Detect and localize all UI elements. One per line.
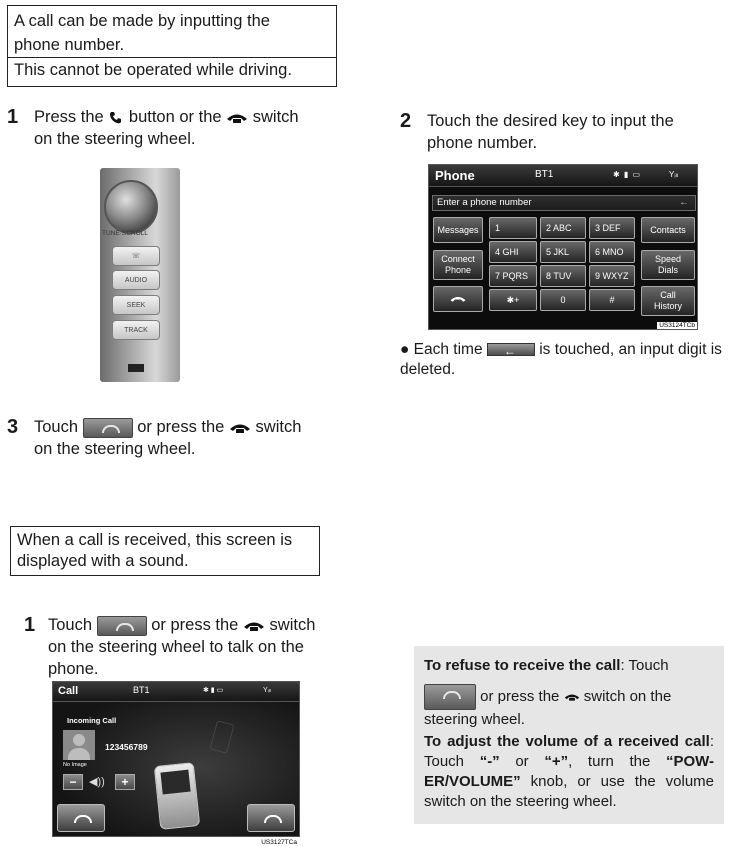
tune-scroll-knob — [104, 180, 158, 234]
phone-number-placeholder: Enter a phone number — [437, 197, 532, 208]
answer-button-icon — [97, 616, 147, 636]
caller-avatar-icon — [63, 730, 95, 760]
step-2-line-2: phone number. — [427, 134, 538, 152]
call-figure-code: US3127TCa — [261, 839, 297, 846]
step-3 — [7, 416, 337, 460]
step-receive-1-number: 1 — [24, 614, 36, 636]
steering-phone-switch-icon — [229, 422, 251, 434]
phone-screen-title: Phone — [435, 168, 475, 183]
received-line-1: When a call is received, this screen is — [17, 531, 293, 549]
call-button-icon — [83, 418, 133, 438]
intro-line-1: A call can be made by inputting the — [14, 12, 270, 30]
intro-note-box — [7, 5, 337, 87]
battery-status-icon: ✱ ▮ ▭ — [613, 170, 642, 179]
step-1-text-d: on the steering wheel. — [34, 130, 196, 148]
step-1-text-a: Press the — [34, 108, 104, 126]
phone-number-field[interactable] — [432, 195, 696, 211]
step-2-line-1: Touch the desired key to input the — [427, 112, 674, 130]
tune-scroll-label: TUNE·SCROLL — [102, 230, 148, 237]
figure-code: US3124TCb — [659, 322, 695, 329]
step-3-text-d: on the steering wheel. — [34, 440, 196, 458]
connect-phone-button[interactable]: Connect Phone — [433, 250, 483, 280]
step-3-text-a: Touch — [34, 418, 79, 436]
call-screen-title: Call — [58, 685, 79, 697]
photo-audio-button: AUDIO — [112, 270, 160, 290]
ghost-phone-icon — [209, 720, 234, 754]
step-3-text-c: switch — [255, 418, 302, 436]
back-arrow-button-icon — [487, 343, 535, 356]
steering-phone-switch-icon — [564, 691, 580, 703]
phone-input-screen — [428, 164, 698, 330]
key-7[interactable]: 7 PQRS — [489, 265, 537, 287]
no-image-label: No Image — [63, 762, 87, 768]
bluetooth-device-label: BT1 — [535, 169, 554, 180]
signal-strength-icon: Yᵢₗₗ — [669, 170, 679, 179]
volume-text-c: knob, or use the volume switch on the steering wheel. — [424, 773, 714, 810]
step-3-text-b: or press the — [137, 418, 225, 436]
volume-text-a: : Touch — [424, 733, 714, 770]
key-3[interactable]: 3 DEF — [589, 217, 635, 239]
intro-line-2: phone number. — [14, 36, 125, 54]
step-receive-1-text-a: Touch — [48, 616, 93, 634]
speaker-icon: ◀)) — [89, 776, 105, 788]
step-receive-1-text-b: or press the — [151, 616, 239, 634]
refuse-heading: To refuse to receive the call — [424, 657, 621, 674]
key-2[interactable]: 2 ABC — [540, 217, 586, 239]
contacts-button[interactable]: Contacts — [641, 217, 695, 243]
volume-text-b: , turn the — [568, 753, 666, 770]
refuse-text-a: : Touch — [620, 657, 669, 674]
backspace-note-text-b: is touched, an input digit is deleted. — [400, 341, 722, 378]
handset-icon — [449, 295, 467, 304]
key-hash[interactable]: # — [589, 289, 635, 311]
step-1-number: 1 — [7, 106, 19, 128]
steering-phone-switch-icon — [226, 112, 248, 124]
backspace-note — [400, 340, 730, 380]
volume-down-button[interactable]: − — [63, 774, 83, 790]
speed-dials-button[interactable]: Speed Dials — [641, 250, 695, 280]
key-8[interactable]: 8 TUV — [540, 265, 586, 287]
minus-quote: “-” — [479, 753, 500, 770]
mobile-phone-icon — [154, 762, 200, 830]
plus-quote: “+” — [544, 753, 569, 770]
photo-phone-button: ☏ — [112, 246, 160, 266]
key-9[interactable]: 9 WXYZ — [589, 265, 635, 287]
refuse-button-icon — [424, 684, 476, 710]
phone-handset-icon — [108, 111, 124, 125]
dial-call-button[interactable] — [433, 286, 483, 312]
key-6[interactable]: 6 MNO — [589, 241, 635, 263]
key-4[interactable]: 4 GHI — [489, 241, 537, 263]
caller-number: 123456789 — [105, 742, 148, 752]
incoming-call-label: Incoming Call — [67, 716, 117, 725]
photo-seek-button: SEEK — [112, 295, 160, 315]
call-signal-icon: Yᵢₗₗ — [263, 687, 272, 694]
intro-line-3: This cannot be operated while driving. — [8, 57, 336, 82]
step-receive-1-text-d: on the steering wheel to talk on the phone. — [48, 638, 304, 678]
volume-up-button[interactable]: + — [115, 774, 135, 790]
key-star-plus[interactable]: ✱+ — [489, 289, 537, 311]
phone-screen-header — [429, 165, 697, 187]
answer-call-button[interactable] — [57, 804, 105, 832]
photo-track-button: TRACK — [112, 320, 160, 340]
step-1-text-b: button or the — [128, 108, 222, 126]
step-1 — [7, 106, 337, 150]
refuse-text-b: or press the — [480, 687, 560, 705]
key-0[interactable]: 0 — [540, 289, 586, 311]
step-3-number: 3 — [7, 416, 19, 438]
or-word: or — [499, 753, 545, 770]
call-history-button[interactable]: Call History — [641, 286, 695, 316]
call-battery-icon: ✱ ▮ ▭ — [203, 687, 224, 694]
refuse-text-c: switch on the steering wheel. — [424, 687, 672, 728]
call-info-box — [414, 646, 724, 824]
step-2 — [400, 110, 730, 154]
volume-heading: To adjust the volume of a received call — [424, 733, 710, 750]
power-volume-quote: “POW-ER/VOLUME” — [424, 753, 714, 790]
received-line-2: displayed with a sound. — [17, 552, 189, 570]
backspace-icon[interactable]: ← — [679, 197, 689, 208]
refuse-call-button[interactable] — [247, 804, 295, 832]
messages-button[interactable]: Messages — [433, 217, 483, 243]
call-screen-header — [53, 682, 299, 702]
backspace-note-text-a: ● Each time — [400, 341, 483, 358]
step-1-text-c: switch — [252, 108, 299, 126]
step-2-number: 2 — [400, 110, 412, 132]
step-receive-1-text-c: switch — [269, 616, 316, 634]
steering-control-photo — [100, 168, 180, 382]
incoming-call-screen — [52, 681, 300, 846]
key-5[interactable]: 5 JKL — [540, 241, 586, 263]
step-receive-1 — [24, 614, 334, 680]
call-bluetooth-label: BT1 — [133, 685, 150, 695]
steering-phone-switch-icon — [243, 620, 265, 632]
received-note-box — [10, 526, 320, 576]
photo-slot — [128, 364, 144, 372]
key-1[interactable]: 1 — [489, 217, 537, 239]
